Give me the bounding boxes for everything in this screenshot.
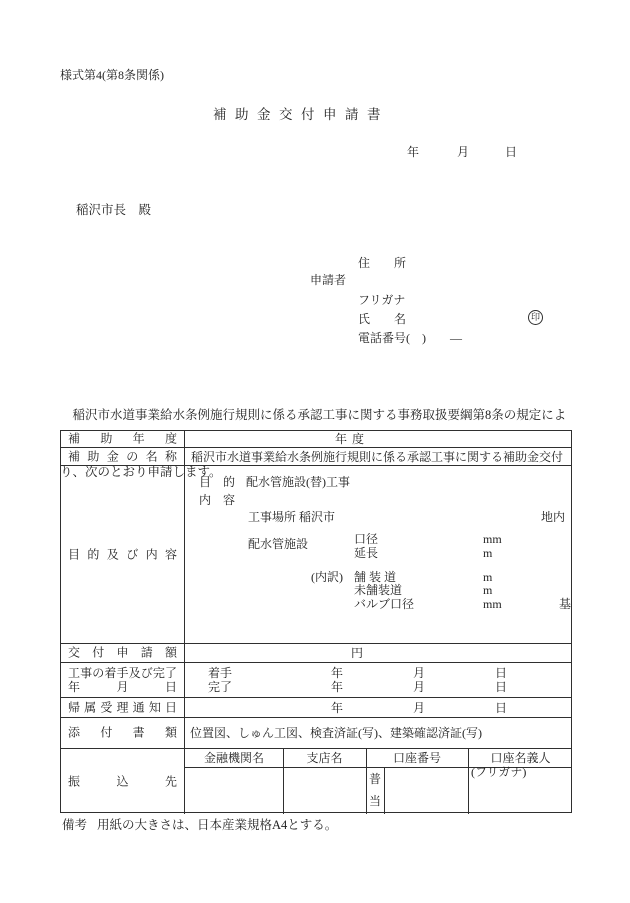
subsidy-year-label-cell	[61, 431, 185, 447]
notice-day: 日	[495, 700, 508, 715]
applicant-name-label: 氏 名	[358, 312, 407, 326]
period-value-cell	[185, 663, 571, 697]
period-start-day: 日	[495, 666, 508, 680]
amount-unit: 円	[351, 646, 364, 660]
valve-counter: 基	[559, 597, 572, 611]
applicant-phone-label: 電話番号( ) ―	[358, 331, 462, 345]
diameter-unit: mm	[483, 532, 502, 546]
breakdown-label: (内訳)	[311, 570, 343, 584]
length-unit: m	[483, 546, 493, 560]
site-label: 工事場所 稲沢市	[248, 510, 336, 524]
paragraph-line-1: 稲沢市水道事業給水条例施行規則に係る承認工事に関する事務取扱要綱第8条の規定によ	[60, 408, 567, 422]
holder-furigana-note: (フリガナ)	[471, 765, 527, 779]
notice-month: 月	[413, 700, 426, 715]
transfer-table	[185, 749, 571, 814]
form-number: 様式第4(第8条関係)	[60, 68, 164, 82]
purpose-value: 配水管施設(替)工事	[246, 475, 350, 489]
period-label-line2: 年月日	[68, 680, 177, 694]
transfer-col-bank: 金融機関名	[203, 751, 264, 765]
row-transfer	[61, 749, 571, 814]
length-label: 延長	[354, 546, 379, 560]
subsidy-name-value: 稲沢市水道事業給水条例施行規則に係る承認工事に関する補助金交付	[191, 449, 564, 464]
purpose-label: 目 的	[199, 475, 236, 489]
subsidy-name-label-cell	[61, 448, 185, 465]
row-period	[61, 663, 571, 698]
subsidy-name-label: 補助金の名称	[68, 449, 177, 463]
period-start-month: 月	[413, 666, 426, 680]
paragraph-line-2: り、次のとおり申請します。	[60, 465, 222, 479]
transfer-label-cell	[61, 749, 185, 814]
row-subsidy-year	[61, 431, 571, 448]
transfer-col-account: 口座番号	[392, 751, 441, 765]
row-purpose	[61, 466, 571, 644]
amount-label: 交付申請額	[68, 645, 177, 660]
subsidy-year-value: 年度	[335, 432, 370, 446]
valve-label: バルブ口径	[354, 597, 415, 611]
unpaved-unit: m	[483, 583, 493, 597]
date-month-label: 月	[457, 145, 470, 159]
account-type-ordinary: 普	[368, 772, 381, 786]
applicant-label: 申請者	[310, 273, 347, 287]
row-subsidy-name	[61, 448, 571, 466]
paved-unit: m	[483, 570, 493, 584]
row-amount	[61, 644, 571, 663]
pipe-label: 配水管施設	[248, 537, 309, 551]
valve-unit: mm	[483, 597, 502, 611]
unpaved-label: 未舗装道	[354, 583, 403, 597]
amount-label-cell	[61, 644, 185, 662]
diameter-label: 口径	[354, 532, 379, 546]
period-start-year: 年	[331, 666, 344, 680]
seal-mark	[528, 310, 543, 325]
row-notice	[61, 698, 571, 718]
attachments-value: 位置図、しゅん工図、検査済証(写)、建築確認済証(写)	[190, 726, 482, 740]
purpose-label-cell	[61, 466, 185, 643]
period-start-label: 着手	[208, 666, 233, 680]
applicant-furigana-label: フリガナ	[358, 293, 406, 307]
date-year-label: 年	[407, 145, 420, 159]
notice-label-cell	[61, 698, 185, 717]
period-label-cell	[61, 663, 185, 697]
transfer-col-branch: 支店名	[306, 751, 343, 765]
purpose-content-cell	[185, 466, 571, 643]
row-attachments	[61, 718, 571, 749]
transfer-divider-type-number	[384, 767, 385, 814]
application-table	[60, 430, 572, 813]
period-label-line1: 工事の着手及び完了	[68, 666, 177, 680]
attachments-value-cell	[185, 718, 571, 748]
remark-text: 用紙の大きさは、日本産業規格A4とする。	[97, 818, 338, 832]
remark-label: 備考	[62, 818, 88, 832]
account-type-current: 当	[368, 794, 381, 808]
addressee: 稲沢市長 殿	[76, 203, 152, 217]
paved-label: 舗 装 道	[354, 570, 397, 584]
subsidy-year-label: 補助年度	[68, 431, 177, 446]
attachments-label: 添付書類	[68, 725, 177, 740]
purpose-row-label: 目的及び内容	[68, 547, 177, 561]
page-title: 補助金交付申請書	[213, 107, 389, 122]
subsidy-name-value-cell	[185, 448, 571, 465]
site-suffix: 地内	[541, 510, 566, 524]
notice-year: 年	[331, 700, 344, 715]
period-end-month: 月	[413, 680, 426, 694]
amount-value-cell	[185, 644, 571, 662]
period-end-day: 日	[495, 680, 508, 694]
transfer-label: 振込先	[68, 774, 177, 788]
content-label: 内 容	[199, 493, 236, 507]
transfer-col-holder: 口座名義人	[490, 751, 551, 765]
period-end-year: 年	[331, 680, 344, 694]
attachments-label-cell	[61, 718, 185, 748]
notice-label: 帰属受理通知日	[68, 700, 177, 714]
subsidy-year-value-cell	[185, 431, 571, 447]
applicant-address-label: 住 所	[358, 256, 407, 270]
notice-value-cell	[185, 698, 571, 717]
period-end-label: 完了	[208, 680, 233, 694]
seal-character: 印	[530, 312, 540, 322]
date-day-label: 日	[505, 145, 518, 159]
